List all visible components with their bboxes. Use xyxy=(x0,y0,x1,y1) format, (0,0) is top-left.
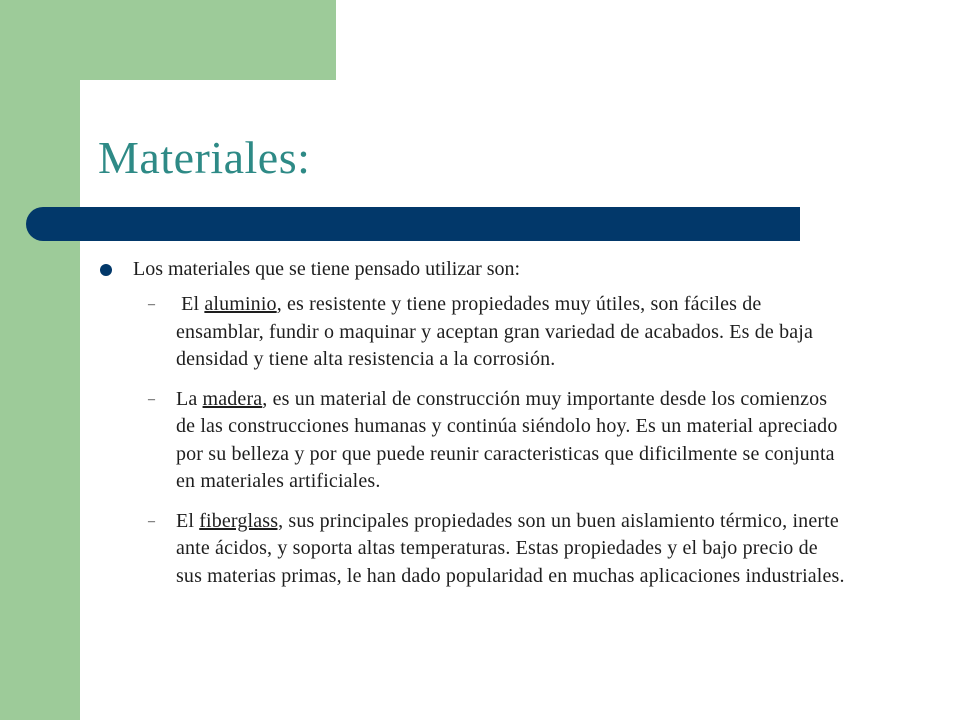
slide-title: Materiales: xyxy=(98,132,311,183)
sub-item-term: fiberglass, xyxy=(199,509,284,532)
sub-item-term: madera xyxy=(202,387,263,410)
sub-item-madera xyxy=(148,386,848,496)
sub-item-rest: sus principales propiedades son un buen aislamiento térmico, inerte ante ácidos, y soporta altas temperaturas. Estas propiedades y el bajo precio de sus materias primas, le han dado popularidad en muchas aplicaciones industriales. xyxy=(176,509,845,587)
sub-item-prefix: El xyxy=(176,293,205,315)
sidebar-decoration xyxy=(0,0,80,720)
sub-item-rest: , es resistente y tiene propiedades muy útiles, son fáciles de ensamblar, fundir o maquinar y aceptan gran variedad de acabados. Es de baja densidad y tiene alta resistencia a la corrosión. xyxy=(176,293,813,370)
sub-item-prefix: La xyxy=(176,387,203,410)
sub-item-text xyxy=(176,291,848,374)
top-decoration xyxy=(0,0,336,80)
sub-item-rest: , es un material de construcción muy importante desde los comienzos de las construcciones humanas y continúa siéndolo hoy. Es un material apreciado por su belleza y por que puede reunir caracteristicas que dificilmente se conjunta en materiales artificiales. xyxy=(176,387,838,492)
dash-marker: – xyxy=(148,513,155,529)
bullet-item xyxy=(100,256,900,283)
bullet-text: Los materiales que se tiene pensado utilizar son: xyxy=(133,258,521,280)
sub-item-aluminio xyxy=(148,291,848,374)
dash-marker: – xyxy=(148,297,155,312)
sub-item-term: aluminio xyxy=(204,293,277,315)
sub-item-prefix: El xyxy=(176,509,200,532)
sub-item-fiberglass xyxy=(148,508,848,591)
slide-body xyxy=(100,256,900,590)
dash-marker: – xyxy=(148,391,155,407)
sub-item-text xyxy=(176,386,848,496)
bullet-dot-icon xyxy=(100,264,112,276)
sub-item-text xyxy=(176,508,848,591)
title-underline-bar xyxy=(26,207,800,241)
